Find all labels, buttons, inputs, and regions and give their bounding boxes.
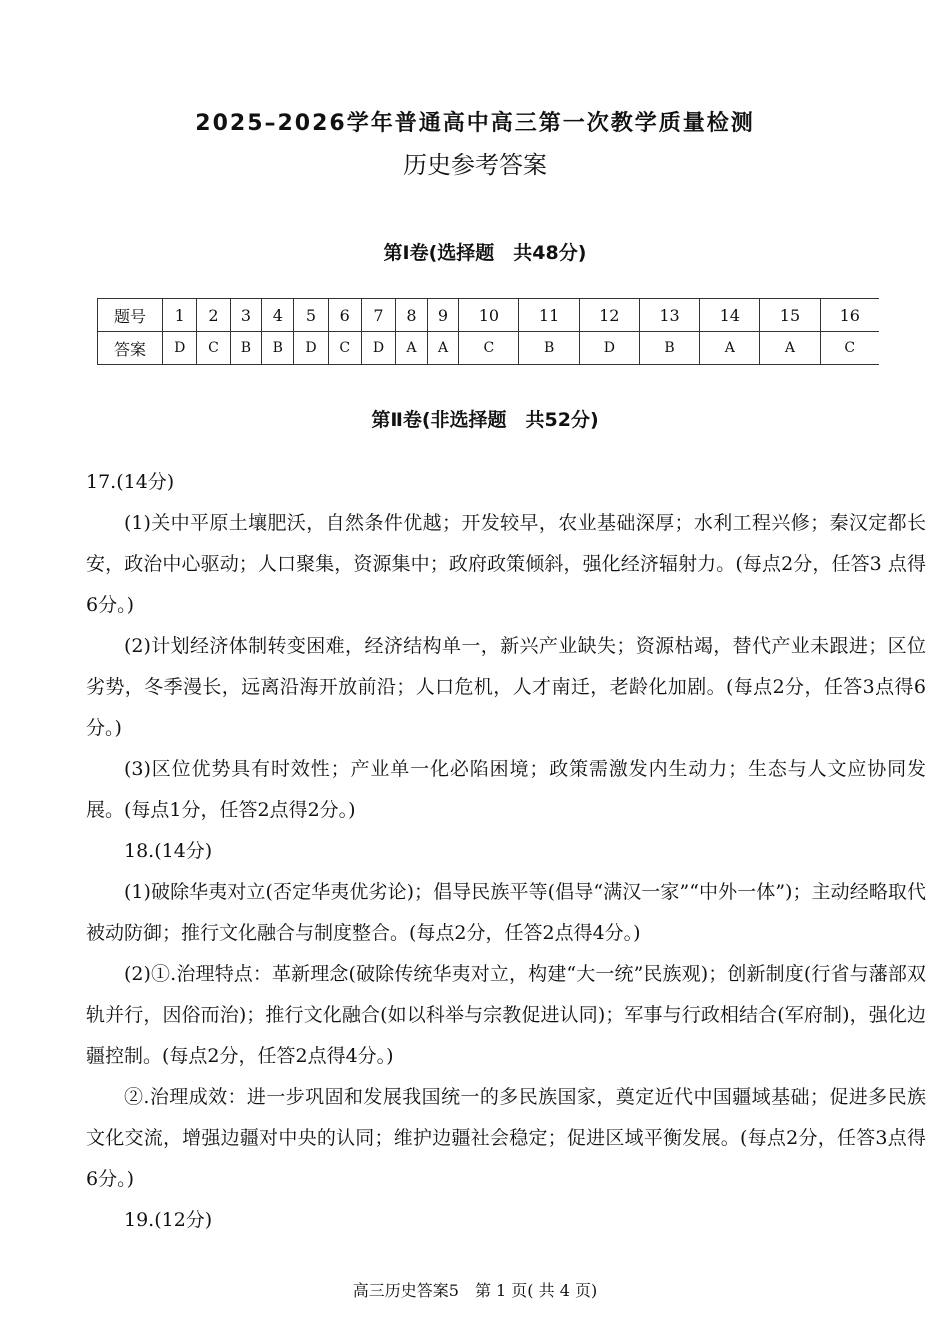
answer-table <box>97 298 879 365</box>
answer-cell: C <box>459 332 519 365</box>
question-number: 10 <box>459 299 519 332</box>
answer-cell: B <box>519 332 579 365</box>
answer-cell: C <box>328 332 361 365</box>
answer-cell: A <box>396 332 428 365</box>
answer-cell: B <box>230 332 262 365</box>
q18-answer-1: (1)破除华夷对立(否定华夷优劣论)；倡导民族平等(倡导“满汉一家”“中外一体”)；主动经略取代被动防御；推行文化融合与制度整合。(每点2分，任答2点得4分。) <box>86 881 926 944</box>
answer-table-number-row <box>98 299 880 332</box>
q18-answer-2: (2)①.治理特点：革新理念(破除传统华夷对立，构建“大一统”民族观)；创新制度(行省与藩部双轨并行，因俗而治)；推行文化融合(如以科举与宗教促进认同)；军事与行政相结合(军府制)，强化边疆控制。(每点2分，任答2点得4分。) <box>86 963 926 1067</box>
question-number: 6 <box>328 299 361 332</box>
answer-cell: B <box>639 332 699 365</box>
question-number: 4 <box>262 299 294 332</box>
answer-cell: B <box>262 332 294 365</box>
answer-cell: A <box>760 332 820 365</box>
question-number: 11 <box>519 299 579 332</box>
answer-cell: D <box>294 332 328 365</box>
answer-cell: D <box>579 332 639 365</box>
question-number: 1 <box>163 299 197 332</box>
answer-cell: A <box>700 332 760 365</box>
question-number: 13 <box>639 299 699 332</box>
answer-cell: D <box>163 332 197 365</box>
section2-heading: 第Ⅱ卷(非选择题 共52分) <box>371 409 599 431</box>
document-title: 2025–2026学年普通高中高三第一次教学质量检测 <box>195 111 755 136</box>
answer-cell: D <box>361 332 395 365</box>
section1-heading: 第Ⅰ卷(选择题 共48分) <box>383 242 587 264</box>
q18-answer-3: ②.治理成效：进一步巩固和发展我国统一的多民族国家，奠定近代中国疆域基础；促进多民族文化交流，增强边疆对中央的认同；维护边疆社会稳定；促进区域平衡发展。(每点2分，任答3点得6分。) <box>86 1086 926 1190</box>
page-footer: 高三历史答案5 第 1 页( 共 4 页) <box>352 1281 598 1300</box>
answer-cell: C <box>197 332 230 365</box>
question-number: 12 <box>579 299 639 332</box>
question-number: 15 <box>760 299 820 332</box>
question-number: 3 <box>230 299 262 332</box>
q17-answer-3: (3)区位优势具有时效性；产业单一化必陷困境；政策需激发内生动力；生态与人文应协同发展。(每点1分，任答2点得2分。) <box>86 758 926 821</box>
question-number: 16 <box>820 299 879 332</box>
answer-table-answer-row <box>98 332 880 365</box>
question-number: 8 <box>396 299 428 332</box>
answer-cell: C <box>820 332 879 365</box>
q17-answer-1: (1)关中平原土壤肥沃，自然条件优越；开发较早，农业基础深厚；水利工程兴修；秦汉定都长安，政治中心驱动；人口聚集，资源集中；政府政策倾斜，强化经济辐射力。(每点2分，任答3 点得6分。) <box>86 512 926 616</box>
question-number: 2 <box>197 299 230 332</box>
question-number: 9 <box>427 299 459 332</box>
answer-body <box>86 462 926 1241</box>
answer-cell: A <box>427 332 459 365</box>
question-17-label: 17.(14分) <box>86 471 175 493</box>
row-label-answer: 答案 <box>98 332 163 365</box>
question-19-label: 19.(12分) <box>124 1209 213 1231</box>
document-subtitle: 历史参考答案 <box>403 151 547 179</box>
row-label-number: 题号 <box>98 299 163 332</box>
question-number: 14 <box>700 299 760 332</box>
question-number: 7 <box>361 299 395 332</box>
q17-answer-2: (2)计划经济体制转变困难，经济结构单一，新兴产业缺失；资源枯竭，替代产业未跟进；区位劣势，冬季漫长，远离沿海开放前沿；人口危机，人才南迁，老龄化加剧。(每点2分，任答3点得6分。) <box>86 635 926 739</box>
question-number: 5 <box>294 299 328 332</box>
question-18-label: 18.(14分) <box>124 840 213 862</box>
